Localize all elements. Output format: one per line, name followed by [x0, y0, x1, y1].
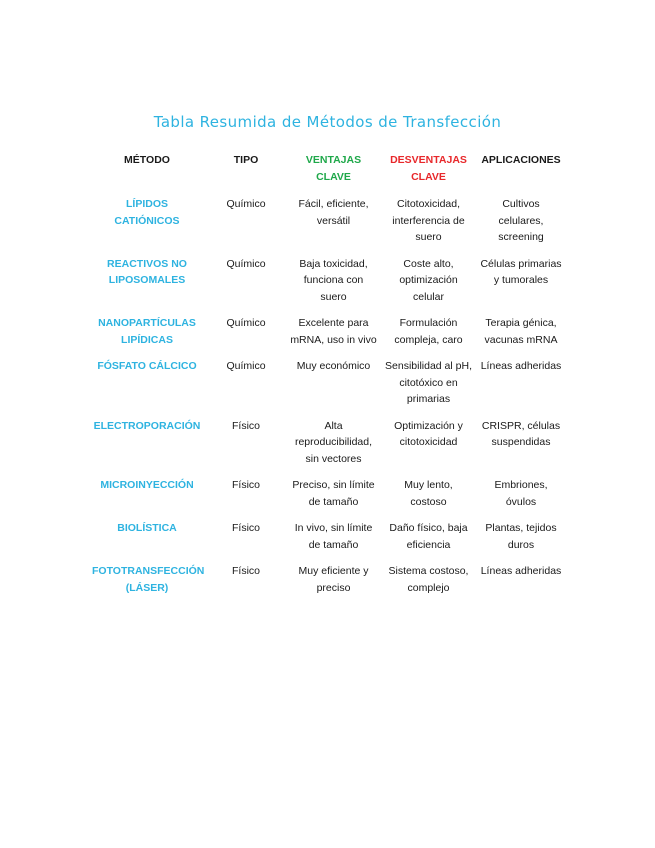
method-type: Químico [226, 198, 266, 210]
table-row [88, 418, 566, 478]
header-disadvantages: DESVENTAJAS CLAVE [390, 154, 467, 183]
method-name: ELECTROPORACIÓN [93, 419, 201, 432]
method-name: FOTOTRANSFECCIÓN (LÁSER) [92, 565, 205, 594]
method-type: Físico [231, 419, 260, 432]
method-disadvantages: Coste alto, optimización celular [399, 257, 458, 303]
method-disadvantages: Daño físico, baja eficiencia [389, 522, 468, 551]
method-type: Químico [226, 360, 266, 372]
method-name: FÓSFATO CÁLCICO [97, 360, 197, 372]
table-row [88, 315, 566, 358]
method-advantages: Baja toxicidad, funciona con suero [299, 257, 368, 303]
method-applications: Células primarias y tumorales [480, 257, 562, 286]
method-name: LÍPIDOS CATIÓNICOS [114, 198, 180, 227]
table-row [88, 477, 566, 520]
method-disadvantages: Muy lento, costoso [404, 479, 453, 508]
table-header-row [88, 152, 566, 196]
method-advantages: Preciso, sin límite de tamaño [292, 479, 375, 508]
method-name: BIOLÍSTICA [117, 522, 177, 534]
table-row [88, 563, 566, 606]
page-title: Tabla Resumida de Métodos de Transfección [153, 113, 502, 132]
table-row [88, 520, 566, 563]
method-name: MICROINYECCIÓN [100, 479, 194, 491]
method-advantages: Muy económico [296, 360, 371, 372]
header-advantages: VENTAJAS CLAVE [305, 154, 362, 183]
transfection-methods-table [88, 152, 566, 606]
method-applications: Terapia génica, vacunas mRNA [484, 317, 558, 346]
method-type: Químico [226, 257, 266, 270]
method-applications: Líneas adheridas [480, 565, 562, 577]
method-name: REACTIVOS NO LIPOSOMALES [107, 257, 187, 286]
table-row [88, 196, 566, 256]
header-applications: APLICACIONES [481, 154, 561, 166]
method-disadvantages: Sistema costoso, complejo [388, 565, 469, 594]
header-method: MÉTODO [124, 154, 170, 166]
method-type: Químico [226, 317, 266, 329]
method-applications: Plantas, tejidos duros [485, 522, 557, 551]
method-applications: Embriones, óvulos [494, 479, 548, 508]
method-advantages: Muy eficiente y preciso [298, 565, 369, 594]
method-type: Físico [231, 479, 260, 491]
method-advantages: Fácil, eficiente, versátil [298, 198, 369, 227]
method-applications: Líneas adheridas [480, 360, 562, 372]
method-disadvantages: Optimización y citotoxicidad [394, 419, 463, 448]
method-type: Físico [231, 565, 260, 577]
method-advantages: Alta reproducibilidad, sin vectores [294, 419, 373, 465]
table-row [88, 256, 566, 316]
method-advantages: In vivo, sin límite de tamaño [294, 522, 373, 551]
method-applications: Cultivos celulares, screening [498, 198, 544, 243]
header-type: TIPO [233, 154, 259, 166]
method-name: NANOPARTÍCULAS LIPÍDICAS [98, 317, 196, 346]
method-type: Físico [231, 522, 260, 534]
method-disadvantages: Citotoxicidad, interferencia de suero [392, 198, 465, 243]
method-advantages: Excelente para mRNA, uso in vivo [290, 317, 377, 346]
method-disadvantages: Formulación compleja, caro [394, 317, 463, 346]
method-applications: CRISPR, células suspendidas [481, 419, 561, 448]
table-row [88, 358, 566, 418]
method-disadvantages: Sensibilidad al pH, citotóxico en primarias [385, 360, 472, 405]
